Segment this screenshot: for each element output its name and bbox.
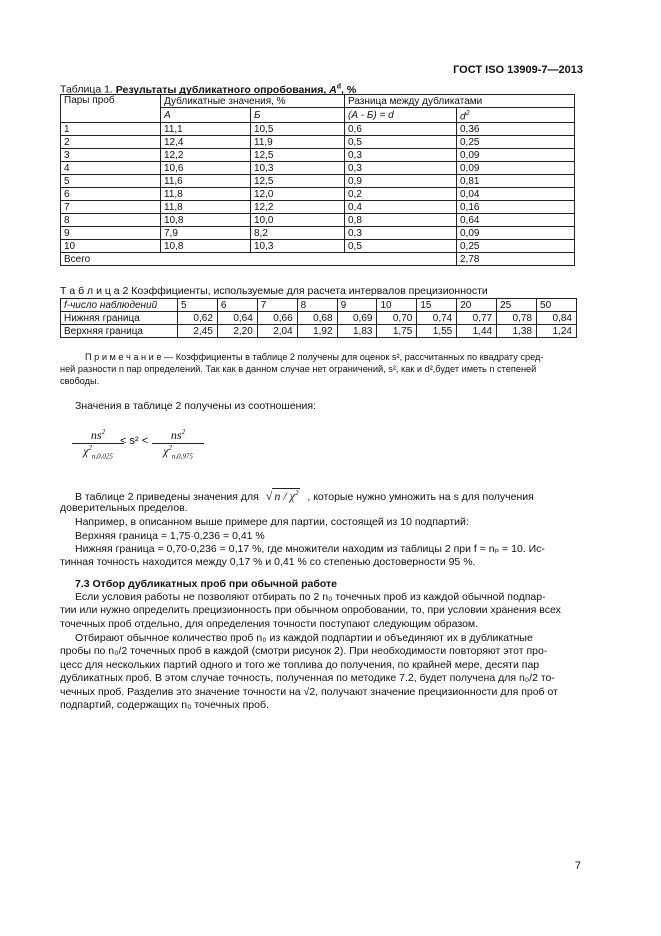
row-label: Верхняя граница — [61, 325, 178, 338]
table-cell: 0,64 — [457, 214, 575, 227]
table-cell: 0,8 — [345, 214, 457, 227]
table-cell: 0,5 — [345, 136, 457, 149]
row-label: f-число наблюдений — [61, 299, 178, 312]
table-cell: 10,8 — [161, 214, 251, 227]
paragraph-line: подпартий, содержащих n₀ точечных проб. — [60, 699, 269, 712]
table-cell: 0,36 — [457, 123, 575, 136]
header-dup-values: Дубликатные значения, % — [161, 95, 345, 108]
table-cell: 5 — [61, 175, 161, 188]
paragraph-line: чечных проб. Разделив это значение точности на √2, получают значение прецизионности для проб от — [60, 685, 558, 698]
sqrt-paragraph-line-2: доверительных пределов. — [60, 502, 188, 514]
table-row — [61, 149, 575, 162]
table-cell: 11,9 — [251, 136, 345, 149]
table-cell: 11,8 — [161, 201, 251, 214]
table-cell: 3 — [61, 149, 161, 162]
table-cell: 10,0 — [251, 214, 345, 227]
table-cell: 9 — [61, 227, 161, 240]
table-cell: 0,09 — [457, 227, 575, 240]
table-cell: 0,04 — [457, 188, 575, 201]
sqrt-expression: √ n / $\chi^2$ — [265, 489, 299, 503]
f-value-cell: 50 — [537, 299, 577, 312]
lower-value-cell: 0,74 — [417, 312, 457, 325]
table-cell: 1 — [61, 123, 161, 136]
table-row — [61, 240, 575, 253]
f-value-cell: 9 — [337, 299, 377, 312]
table-cell: 12,5 — [251, 149, 345, 162]
f-value-cell: 8 — [297, 299, 337, 312]
paragraph-line: цесс для нескольких партий одного и того же топлива до получения, по крайней мере, десяти пар — [60, 658, 540, 671]
lower-value-cell: 0,66 — [257, 312, 297, 325]
section-title: 7.3 Отбор дубликатных проб при обычной работе — [75, 578, 338, 590]
upper-value-cell: 2,20 — [217, 325, 257, 338]
table-cell: 12,2 — [251, 201, 345, 214]
table-cell: 0,5 — [345, 240, 457, 253]
table-cell: 0,25 — [457, 136, 575, 149]
subheader-a: А — [161, 108, 251, 123]
lower-value-cell: 0,78 — [497, 312, 537, 325]
paragraph-line: пробы по n₀/2 точечных проб в каждой (смотри рисунок 2). При необходимости повторяют этот про- — [60, 645, 548, 658]
table-cell: 12,2 — [161, 149, 251, 162]
f-value-cell: 25 — [497, 299, 537, 312]
table-cell: 0,81 — [457, 175, 575, 188]
table-cell: 0,2 — [345, 188, 457, 201]
table-row — [61, 162, 575, 175]
f-value-cell: 5 — [178, 299, 218, 312]
note-line-2: ней разности n пар определений. Так как в данном случае нет ограничений, s², как и d²,будет иметь n степеней — [60, 364, 537, 374]
table-row — [61, 136, 575, 149]
table-total-row — [61, 253, 575, 266]
example-line-2: Верхняя граница = 1,75·0,236 = 0,41 % — [75, 530, 265, 542]
table-cell: 11,1 — [161, 123, 251, 136]
coefficients-table — [60, 298, 577, 338]
paragraph-line: тии или нужно определить прецизионность при обычном опробовании, то, при условии хранения всех — [60, 604, 561, 617]
lower-value-cell: 0,64 — [217, 312, 257, 325]
f-value-cell: 15 — [417, 299, 457, 312]
formula-intro: Значения в таблице 2 получены из соотношения: — [75, 400, 316, 412]
upper-value-cell: 1,83 — [337, 325, 377, 338]
lower-value-cell: 0,84 — [537, 312, 577, 325]
paragraph-line: Если условия работы не позволяют отбирать по 2 n₀ точечных проб из каждой обычной подпар- — [75, 591, 546, 603]
table-cell: 0,9 — [345, 175, 457, 188]
table1-caption: Таблица 1. Результаты дубликатного опробования, $A^d$, % — [60, 83, 357, 96]
section-paragraph-1 — [60, 591, 585, 631]
f-value-cell: 7 — [257, 299, 297, 312]
upper-value-cell: 1,44 — [457, 325, 497, 338]
lower-value-cell: 0,62 — [178, 312, 218, 325]
row-label: Нижняя граница — [61, 312, 178, 325]
table-cell: 0,09 — [457, 162, 575, 175]
upper-value-cell: 1,24 — [537, 325, 577, 338]
subheader-d2: $d^2$ — [457, 108, 575, 123]
table-cell: 12,0 — [251, 188, 345, 201]
paragraph-line: Отбирают обычное количество проб n₀ из каждой подпартии и объединяют их в дубликатные — [75, 632, 533, 644]
upper-value-cell: 1,38 — [497, 325, 537, 338]
table-cell: 0,3 — [345, 162, 457, 175]
table2-caption: Т а б л и ц а 2 Коэффициенты, используемые для расчета интервалов прецизионности — [60, 285, 488, 297]
table-cell: 4 — [61, 162, 161, 175]
formula-left-fraction: $\frac{ns^2}{\chi^2_{n,0,025}}$ — [72, 428, 124, 460]
lower-value-cell: 0,68 — [297, 312, 337, 325]
table-row-f — [61, 299, 577, 312]
table-cell: 12,5 — [251, 175, 345, 188]
table-cell: 0,3 — [345, 149, 457, 162]
table-cell: 0,09 — [457, 149, 575, 162]
f-value-cell: 10 — [377, 299, 417, 312]
table-cell: 10,3 — [251, 240, 345, 253]
results-table — [60, 94, 575, 266]
table-row — [61, 123, 575, 136]
table-row — [61, 175, 575, 188]
table-row-upper — [61, 325, 577, 338]
table-cell: 2 — [61, 136, 161, 149]
upper-value-cell: 2,04 — [257, 325, 297, 338]
table-cell: 11,8 — [161, 188, 251, 201]
paragraph-line: дубликатных проб. В этом случае точность, полученная по методике 7.2, будет получена для n₀/2 то- — [60, 672, 555, 685]
total-value: 2,78 — [457, 253, 575, 266]
table-cell: 0,4 — [345, 201, 457, 214]
upper-value-cell: 1,75 — [377, 325, 417, 338]
total-label: Всего — [61, 253, 457, 266]
table-cell: 12,4 — [161, 136, 251, 149]
table-row-lower — [61, 312, 577, 325]
upper-value-cell: 1,92 — [297, 325, 337, 338]
table-cell: 10,5 — [251, 123, 345, 136]
f-value-cell: 6 — [217, 299, 257, 312]
table-cell: 7,9 — [161, 227, 251, 240]
upper-value-cell: 2,45 — [178, 325, 218, 338]
table-cell: 10 — [61, 240, 161, 253]
table-cell: 0,3 — [345, 227, 457, 240]
section-paragraph-2 — [60, 632, 585, 712]
example-line-4: тинная точность находится между 0,17 % и 0,41 % со степенью достоверности 95 %. — [60, 556, 476, 568]
example-line-3: Нижняя граница = 0,70·0,236 = 0,17 %, где множители находим из таблицы 2 при f = nₚ = 10. Ис- — [75, 543, 545, 555]
sqrt-paragraph: В таблице 2 приведены значения для √ n / $\chi^2$ , которые нужно умножить на s для получения — [75, 489, 534, 503]
page-number: 7 — [574, 860, 581, 872]
upper-value-cell: 1,55 — [417, 325, 457, 338]
lower-value-cell: 0,77 — [457, 312, 497, 325]
table-cell: 0,6 — [345, 123, 457, 136]
formula-middle: < s² < — [120, 435, 149, 447]
header-diff: Разница между дубликатами — [345, 95, 575, 108]
lower-value-cell: 0,69 — [337, 312, 377, 325]
table-cell: 8 — [61, 214, 161, 227]
table-cell: 10,8 — [161, 240, 251, 253]
table-cell: 7 — [61, 201, 161, 214]
subheader-diff: (А - Б) = d — [345, 108, 457, 123]
table-row — [61, 214, 575, 227]
paragraph-line: точечных проб отдельно, для определения точности поступают следующим образом. — [60, 617, 479, 630]
table-cell: 6 — [61, 188, 161, 201]
note-line-3: свободы. — [60, 376, 100, 386]
subheader-b: Б — [251, 108, 345, 123]
document-id: ГОСТ ISO 13909-7—2013 — [453, 64, 583, 76]
table-row — [61, 227, 575, 240]
table-cell: 8,2 — [251, 227, 345, 240]
f-value-cell: 20 — [457, 299, 497, 312]
lower-value-cell: 0,70 — [377, 312, 417, 325]
table-cell: 10,6 — [161, 162, 251, 175]
table-cell: 0,16 — [457, 201, 575, 214]
table-row — [61, 188, 575, 201]
table-row — [61, 201, 575, 214]
table-cell: 11,6 — [161, 175, 251, 188]
note-line-1: П р и м е ч а н и е — Коэффициенты в таблице 2 получены для оценок s², рассчитанных по квадрату сред- — [85, 352, 544, 362]
example-line-1: Например, в описанном выше примере для партии, состоящей из 10 подпартий: — [75, 516, 469, 528]
formula-right-fraction: $\frac{ns^2}{\chi^2_{n,0,975}}$ — [152, 428, 204, 460]
table-cell: 10,3 — [251, 162, 345, 175]
table-header-row — [61, 95, 575, 108]
table-cell: 0,25 — [457, 240, 575, 253]
header-pairs: Пары проб — [61, 95, 161, 123]
